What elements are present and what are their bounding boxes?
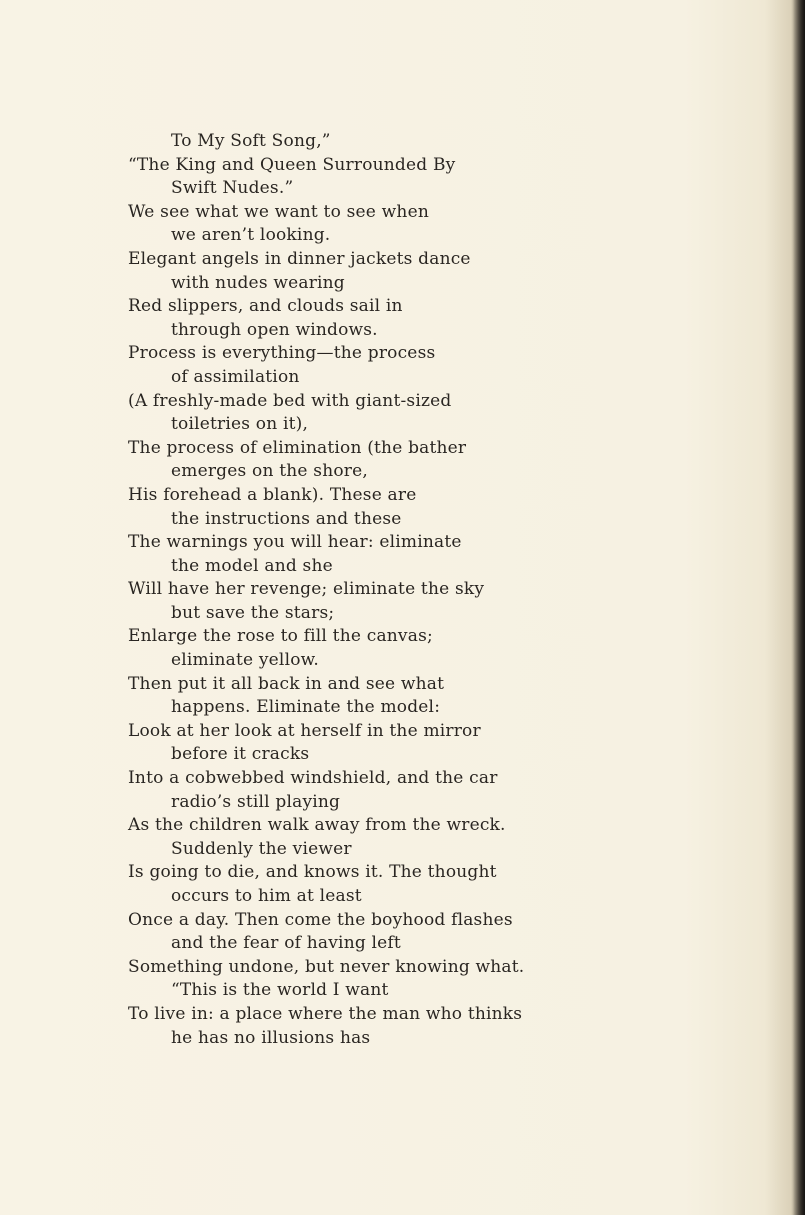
poem-line: To live in: a place where the man who thinks [128, 1003, 523, 1024]
poem-line: Look at her look at herself in the mirror [128, 720, 481, 741]
poem-line: we aren’t looking. [171, 225, 331, 246]
poem-line: Once a day. Then come the boyhood flashes [128, 909, 513, 930]
page-binding-edge [791, 0, 805, 1215]
poem-line: Into a cobwebbed windshield, and the car [128, 768, 498, 789]
poem-line: Process is everything—the process [128, 343, 436, 364]
poem-line: he has no illusions has [171, 1027, 371, 1048]
poem-line: Red slippers, and clouds sail in [128, 296, 403, 317]
poem-line: The process of elimination (the bather [128, 437, 467, 458]
poem-line: To My Soft Song,” [171, 131, 331, 151]
poem-line: Suddenly the viewer [171, 838, 352, 859]
poem-line: before it cracks [171, 744, 310, 765]
poem-line: His forehead a blank). These are [128, 484, 417, 505]
poem-line: through open windows. [171, 319, 378, 340]
poem-line: Then put it all back in and see what [128, 673, 445, 694]
poem-line: Is going to die, and knows it. The thought [128, 862, 497, 883]
poem-line: Enlarge the rose to fill the canvas; [128, 626, 433, 647]
poem-line: Will have her revenge; eliminate the sky [128, 579, 485, 600]
poem-line: toiletries on it), [171, 414, 309, 435]
poem-line: the instructions and these [171, 508, 402, 529]
poem-line: with nudes wearing [171, 272, 345, 293]
poem-line: “This is the world I want [171, 980, 389, 1001]
poem-text [128, 130, 768, 1050]
poem-line: Elegant angels in dinner jackets dance [128, 248, 471, 269]
poem-line: happens. Eliminate the model: [171, 697, 441, 718]
poem-line: (A freshly-made bed with giant-sized [128, 390, 452, 411]
poem-line: and the fear of having left [171, 933, 401, 954]
poem-line: but save the stars; [171, 602, 335, 623]
poem-line: The warnings you will hear: eliminate [128, 532, 462, 553]
poem-line: We see what we want to see when [128, 201, 429, 222]
poem-line: As the children walk away from the wreck. [128, 815, 506, 836]
poem-line: eliminate yellow. [171, 650, 319, 671]
poem-line: “The King and Queen Surrounded By [128, 154, 456, 175]
poem-line: emerges on the shore, [171, 461, 368, 482]
poem-line: Something undone, but never knowing what. [128, 956, 525, 977]
poem-line: of assimilation [171, 366, 300, 387]
poem-line: radio’s still playing [171, 791, 341, 812]
poem-line: Swift Nudes.” [171, 178, 294, 199]
poem-line: the model and she [171, 555, 333, 576]
poem-line: occurs to him at least [171, 886, 362, 906]
